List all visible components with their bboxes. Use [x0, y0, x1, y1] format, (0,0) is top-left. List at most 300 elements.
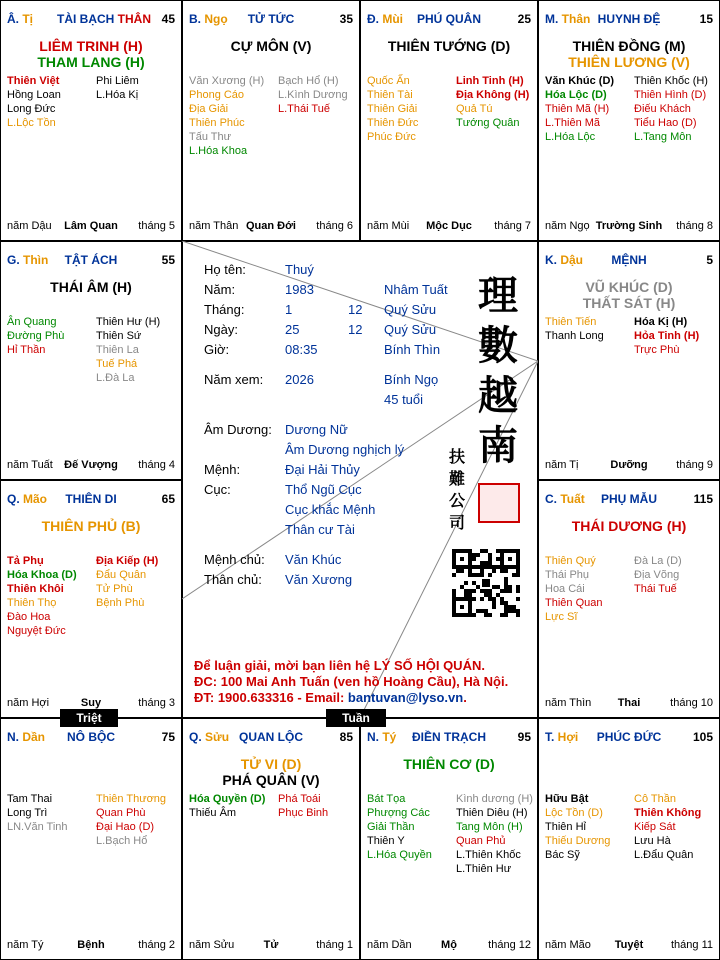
branch-prefix: G.: [7, 253, 24, 267]
main-star: THIÊN CƠ (D): [403, 756, 495, 772]
footer-month: tháng 4: [138, 459, 175, 471]
palace-name: QUAN LỘC: [239, 730, 303, 744]
footer-year: năm Hợi: [7, 697, 50, 709]
branch-prefix: K.: [545, 253, 561, 267]
info-label: Thân chủ:: [204, 572, 262, 587]
palace-age: 85: [339, 730, 353, 744]
info-value: Dương Nữ: [285, 422, 348, 437]
footer-year: năm Thìn: [545, 697, 592, 709]
main-star: THIÊN ĐỒNG (M): [572, 38, 686, 54]
palace-header: [7, 253, 175, 269]
palace-footer: [545, 938, 713, 952]
star: L.Hóa Lộc: [545, 131, 596, 143]
palace-ty[interactable]: [0, 0, 182, 241]
qr-code[interactable]: [452, 549, 520, 617]
star: Lực Sĩ: [545, 611, 578, 623]
star: Thái Tuế: [634, 583, 677, 595]
branch-name: Dậu: [560, 253, 584, 267]
star: Thiên Giải: [367, 103, 418, 115]
palace-branch: [7, 253, 48, 267]
palace-header: [545, 730, 713, 746]
star: Tử Phù: [96, 583, 133, 595]
star: Quan Phù: [96, 807, 146, 819]
palace-than[interactable]: [538, 0, 720, 241]
footer-stage: Đế Vượng: [64, 459, 118, 471]
star: Tuế Phá: [96, 358, 138, 370]
palace-branch: [367, 730, 396, 744]
branch-prefix: Â.: [7, 12, 23, 26]
star: L.Thiên Hư: [456, 863, 512, 875]
star: Lộc Tồn (D): [545, 807, 603, 819]
palace-branch: [545, 253, 583, 267]
branch-name: Hợi: [557, 730, 579, 744]
palace-age: 15: [699, 12, 713, 26]
info-canchi: Quý Sửu: [384, 322, 437, 337]
stars-right: [634, 74, 708, 144]
main-star: THIÊN TƯỚNG (D): [387, 38, 511, 54]
star: Địa Kiếp (H): [96, 555, 159, 567]
seal-char: 南: [478, 422, 518, 469]
palace-age: 105: [692, 730, 713, 744]
star: Cô Thần: [634, 793, 676, 805]
palace-extra: THÂN: [114, 12, 151, 26]
palace-header: [545, 492, 713, 508]
star: Thiên Quý: [545, 555, 596, 567]
star: Tang Môn (H): [456, 821, 523, 833]
footer-month: tháng 5: [138, 220, 175, 232]
palace-footer: [367, 219, 531, 233]
info-value: 25: [285, 322, 300, 337]
star: Đẩu Quân: [96, 569, 147, 581]
palace-name: PHỤ MẪU: [601, 492, 657, 506]
main-star: VŨ KHÚC (D): [585, 279, 673, 295]
star: Long Trì: [7, 807, 48, 819]
branch-name: Mùi: [382, 12, 404, 26]
star: Thiên Đức: [367, 117, 419, 129]
star: Hóa Quyền (D): [189, 793, 266, 805]
contact-punct: .: [463, 690, 467, 705]
star: Thiên Phúc: [189, 117, 245, 129]
palace-dan[interactable]: [0, 718, 182, 960]
footer-month: tháng 9: [676, 459, 713, 471]
info-value: Thuý: [285, 262, 314, 277]
footer-year: năm Mùi: [367, 220, 410, 232]
info-label: Ngày:: [204, 322, 238, 337]
palace-name: NÔ BỘC: [67, 730, 115, 744]
palace-header: [7, 730, 175, 746]
palace-header: [189, 730, 353, 746]
info-value-2: 12: [348, 302, 363, 317]
view-year: 2026: [285, 372, 314, 387]
footer-stage: Bệnh: [77, 939, 105, 951]
stars-left: [367, 792, 432, 862]
palace-footer: [189, 219, 353, 233]
palace-branch: [189, 12, 228, 26]
star: Thiên Tiến: [545, 316, 597, 328]
hline: [538, 479, 720, 481]
stars-right: [96, 315, 160, 385]
star: Hóa Kị (H): [634, 316, 688, 328]
footer-month: tháng 3: [138, 697, 175, 709]
stars-left: [545, 554, 602, 624]
stars-right: [96, 74, 139, 102]
stars-left: [545, 74, 614, 144]
star: Thiên Không: [634, 807, 702, 819]
palace-hoi[interactable]: [538, 718, 720, 960]
palace-branch: [7, 730, 45, 744]
info-value: Âm Dương nghịch lý: [285, 442, 405, 457]
palace-branch: [7, 12, 33, 26]
palace-age: 35: [339, 12, 353, 26]
branch-prefix: Q.: [7, 492, 24, 506]
main-star: THAM LANG (H): [37, 54, 145, 70]
palace-age: 45: [161, 12, 175, 26]
stars-right: [456, 74, 529, 130]
footer-month: tháng 7: [494, 220, 531, 232]
branch-prefix: N.: [7, 730, 23, 744]
stars-left: [7, 74, 61, 130]
star: Bác Sỹ: [545, 849, 580, 861]
info-canchi: Bính Thìn: [384, 342, 441, 357]
palace-suu[interactable]: [182, 718, 360, 960]
footer-year: năm Tý: [7, 939, 44, 951]
seal-small-char: 公: [449, 491, 466, 510]
star: Văn Khúc (D): [545, 75, 615, 87]
palace-age: 115: [693, 492, 713, 506]
palace-age: 5: [706, 253, 713, 267]
seal-small-char: 司: [449, 513, 466, 532]
branch-name: Sửu: [205, 730, 230, 744]
info-value: Đại Hải Thủy: [285, 462, 360, 477]
contact-phone: ĐT: 1900.633316 - Email:: [194, 690, 348, 705]
contact-line-1: Để luận giải, mời bạn liên hệ LÝ SỐ HỘI QUÁN.: [194, 658, 485, 673]
star: Tả Phụ: [7, 555, 44, 567]
palace-footer: [545, 458, 713, 472]
main-star: PHÁ QUÂN (V): [222, 772, 320, 788]
stars-left: [7, 315, 64, 357]
main-star: LIÊM TRINH (H): [39, 38, 143, 54]
palace-ngo[interactable]: [182, 0, 360, 241]
star: L.Đà La: [96, 372, 135, 384]
footer-month: tháng 12: [488, 939, 531, 951]
stars-right: [634, 315, 699, 357]
palace-branch: [545, 730, 578, 744]
palace-name: TÀI BẠCH THÂN: [57, 12, 151, 26]
contact-line-3: [194, 690, 508, 706]
star: Đường Phù: [7, 330, 65, 342]
palace-footer: [7, 219, 175, 233]
star: Điếu Khách: [634, 103, 691, 115]
star: Địa Không (H): [456, 89, 530, 101]
stars-left: [189, 792, 265, 820]
star: Trực Phù: [634, 344, 680, 356]
palace-branch: [545, 492, 585, 506]
info-value: 08:35: [285, 342, 318, 357]
info-label: Giờ:: [204, 342, 230, 357]
branch-name: Tị: [22, 12, 34, 26]
palace-header: [7, 492, 175, 508]
info-label: Cục:: [204, 482, 231, 497]
star: L.Hóa Quyền: [367, 849, 432, 861]
palace-name: MỆNH: [611, 253, 647, 267]
stars-right: [634, 554, 682, 596]
palace-name: HUYNH ĐỆ: [597, 12, 661, 26]
triet-badge: Triệt: [60, 709, 118, 727]
info-value-2: 12: [348, 322, 363, 337]
main-star: THÁI ÂM (H): [50, 279, 132, 295]
star: Tam Thai: [7, 793, 53, 805]
star: Ân Quang: [7, 316, 57, 328]
star: Thiếu Âm: [189, 807, 237, 819]
star: Phong Cáo: [189, 89, 245, 101]
center-panel: [182, 241, 538, 718]
star: L.Thiên Khốc: [456, 849, 521, 861]
footer-year: năm Tuất: [7, 459, 53, 471]
info-value: 1983: [285, 282, 314, 297]
view-age: 45 tuổi: [384, 392, 424, 407]
branch-prefix: T.: [545, 730, 558, 744]
info-label: Họ tên:: [204, 262, 246, 277]
palace-branch: [545, 12, 590, 26]
star: Thiên Quan: [545, 597, 603, 609]
star: Hóa Khoa (D): [7, 569, 77, 581]
star: Nguyệt Đức: [7, 625, 66, 637]
palace-ty2[interactable]: [360, 718, 538, 960]
star: Phi Liêm: [96, 75, 139, 87]
seal-char: 數: [478, 322, 518, 369]
info-value: Văn Khúc: [285, 552, 342, 567]
calligraphy-seal: [468, 271, 528, 471]
palace-footer: [189, 938, 353, 952]
palace-footer: [367, 938, 531, 952]
star: Bệnh Phù: [96, 597, 145, 609]
star: Hỉ Thần: [7, 344, 46, 356]
palace-branch: [367, 12, 403, 26]
branch-name: Thìn: [23, 253, 49, 267]
palace-branch: [189, 730, 229, 744]
vline-top: [359, 0, 361, 241]
star: Thiên Thọ: [7, 597, 57, 609]
star: Thiên Khốc (H): [634, 75, 708, 87]
footer-stage: Dưỡng: [610, 459, 648, 471]
footer-month: tháng 6: [316, 220, 353, 232]
star: L.Kình Dương: [278, 89, 348, 101]
palace-name: ĐIỀN TRẠCH: [412, 730, 486, 744]
star: Quan Phủ: [456, 835, 506, 847]
stars-right: [456, 792, 533, 876]
info-label: Mệnh:: [204, 462, 241, 477]
footer-year: năm Ngọ: [545, 220, 590, 232]
stars-right: [96, 792, 166, 848]
star: L.Bạch Hổ: [96, 835, 148, 847]
star: Tấu Thư: [189, 131, 232, 143]
star: Phượng Các: [367, 807, 430, 819]
palace-footer: [7, 458, 175, 472]
info-value: 1: [285, 302, 293, 317]
stars-left: [367, 74, 418, 144]
footer-month: tháng 10: [670, 697, 713, 709]
footer-stage: Tuyệt: [614, 939, 644, 951]
palace-header: [367, 730, 531, 746]
star: L.Lộc Tồn: [7, 117, 56, 129]
seal-char: 越: [478, 372, 518, 419]
footer-month: tháng 11: [670, 939, 713, 951]
info-value: Văn Xương: [285, 572, 353, 587]
star: Giải Thần: [367, 821, 415, 833]
palace-header: [189, 12, 353, 28]
footer-month: tháng 8: [676, 220, 713, 232]
stars-left: [545, 315, 604, 343]
palace-mao[interactable]: [0, 480, 182, 718]
footer-year: năm Mão: [545, 939, 591, 951]
star: Linh Tinh (H): [456, 75, 524, 87]
palace-footer: [545, 219, 713, 233]
footer-stage: Mộ: [441, 939, 457, 951]
branch-name: Mão: [23, 492, 48, 506]
footer-month: tháng 1: [316, 939, 353, 951]
info-label: Tháng:: [204, 302, 245, 317]
star: Thiên Hỉ: [545, 821, 586, 833]
view-year-label: Năm xem:: [204, 372, 264, 387]
star: L.Đẩu Quân: [634, 849, 694, 861]
contact-email[interactable]: bantuvan@lyso.vn: [347, 690, 464, 705]
info-canchi: Quý Sửu: [384, 302, 437, 317]
star: Hồng Loan: [7, 89, 61, 101]
branch-prefix: C.: [545, 492, 561, 506]
star: Thiên Y: [367, 835, 405, 847]
palace-name: THIÊN DI: [65, 492, 117, 506]
palace-age: 55: [161, 253, 175, 267]
star: Kiếp Sát: [634, 821, 676, 833]
branch-name: Dần: [22, 730, 46, 744]
star: Bạch Hổ (H): [278, 75, 339, 87]
palace-thin[interactable]: [0, 241, 182, 480]
star: L.Hóa Kị: [96, 89, 139, 101]
star: Thái Phụ: [545, 569, 590, 581]
main-star: THẤT SÁT (H): [582, 295, 676, 311]
info-value: Cục khắc Mệnh: [285, 502, 376, 517]
branch-prefix: M.: [545, 12, 562, 26]
star: Hóa Lộc (D): [545, 89, 607, 101]
star: Địa Giải: [189, 103, 229, 115]
palace-footer: [7, 696, 175, 710]
star: L.Thái Tuế: [278, 103, 330, 115]
star: Đào Hoa: [7, 611, 51, 623]
footer-month: tháng 2: [138, 939, 175, 951]
palace-tuat[interactable]: [538, 480, 720, 718]
footer-stage: Mộc Dục: [426, 220, 472, 232]
star: Thanh Long: [545, 330, 604, 342]
footer-year: năm Thân: [189, 220, 239, 232]
palace-age: 95: [517, 730, 531, 744]
hline: [0, 479, 182, 481]
palace-footer: [545, 696, 713, 710]
stars-left: [7, 554, 77, 638]
palace-header: [545, 253, 713, 269]
star: Thiên Khôi: [7, 583, 64, 595]
stars-left: [545, 792, 610, 862]
star: Hoa Cái: [545, 583, 585, 595]
main-star: THIÊN PHỦ (B): [41, 518, 141, 534]
footer-year: năm Tị: [545, 459, 579, 471]
star: Hữu Bật: [545, 793, 589, 805]
branch-name: Tuất: [560, 492, 585, 506]
stars-right: [634, 792, 701, 862]
footer-stage: Trường Sinh: [595, 220, 663, 232]
main-star: CỰ MÔN (V): [230, 38, 312, 54]
branch-name: Tý: [382, 730, 397, 744]
star: L.Tang Môn: [634, 131, 692, 143]
star: Quốc Ấn: [367, 75, 410, 87]
info-canchi: Nhâm Tuất: [384, 282, 448, 297]
footer-year: năm Sửu: [189, 939, 235, 951]
palace-age: 25: [517, 12, 531, 26]
footer-year: năm Dậu: [7, 220, 52, 232]
view-canchi: Bính Ngọ: [384, 372, 439, 387]
info-value: Thổ Ngũ Cục: [285, 482, 362, 497]
palace-name: PHÚ QUÂN: [416, 12, 481, 26]
footer-stage: Quan Đới: [246, 220, 296, 232]
red-stamp: [478, 483, 520, 523]
main-star: TỬ VI (D): [240, 756, 302, 772]
seal-small-text: [449, 446, 469, 534]
stars-right: [96, 554, 158, 610]
stars-left: [7, 792, 68, 834]
star: Thiên Hư (H): [96, 316, 161, 328]
star: Tướng Quân: [456, 117, 520, 129]
palace-mui[interactable]: [360, 0, 538, 241]
branch-name: Thân: [561, 12, 591, 26]
palace-name: PHÚC ĐỨC: [596, 730, 662, 744]
star: Thiếu Dương: [545, 835, 611, 847]
star: LN.Văn Tinh: [7, 821, 68, 833]
stars-right: [278, 74, 348, 116]
palace-header: [367, 12, 531, 28]
star: Tiểu Hao (D): [634, 117, 697, 129]
star: Hỏa Tinh (H): [634, 330, 700, 342]
branch-prefix: Đ.: [367, 12, 383, 26]
footer-stage: Tử: [263, 939, 279, 951]
palace-footer: [7, 938, 175, 952]
footer-stage: Lâm Quan: [64, 220, 118, 232]
star: Kình dương (H): [456, 793, 533, 805]
star: Phục Binh: [278, 807, 329, 819]
star: Phá Toái: [278, 793, 321, 805]
star: Thiên Mã (H): [545, 103, 610, 115]
seal-small-char: 難: [449, 469, 466, 488]
palace-branch: [7, 492, 47, 506]
star: Thiên Diêu (H): [456, 807, 528, 819]
star: Thiên Thương: [96, 793, 167, 805]
star: Thiên La: [96, 344, 139, 356]
star: Bát Tọa: [367, 793, 406, 805]
palace-dau[interactable]: [538, 241, 720, 480]
info-label: Âm Dương:: [204, 422, 272, 437]
info-value: Thân cư Tài: [285, 522, 355, 537]
star: Văn Xương (H): [189, 75, 265, 87]
star: Địa Võng: [634, 569, 680, 581]
main-star: THÁI DƯƠNG (H): [571, 518, 687, 534]
star: Đại Hao (D): [96, 821, 155, 833]
main-star: THIÊN LƯƠNG (V): [568, 54, 690, 70]
star: Thiên Tài: [367, 89, 413, 101]
palace-age: 75: [161, 730, 175, 744]
star: Phúc Đức: [367, 131, 416, 143]
seal-small-char: 扶: [449, 447, 466, 466]
branch-prefix: N.: [367, 730, 383, 744]
palace-header: [7, 12, 175, 28]
footer-stage: Thai: [617, 697, 641, 709]
